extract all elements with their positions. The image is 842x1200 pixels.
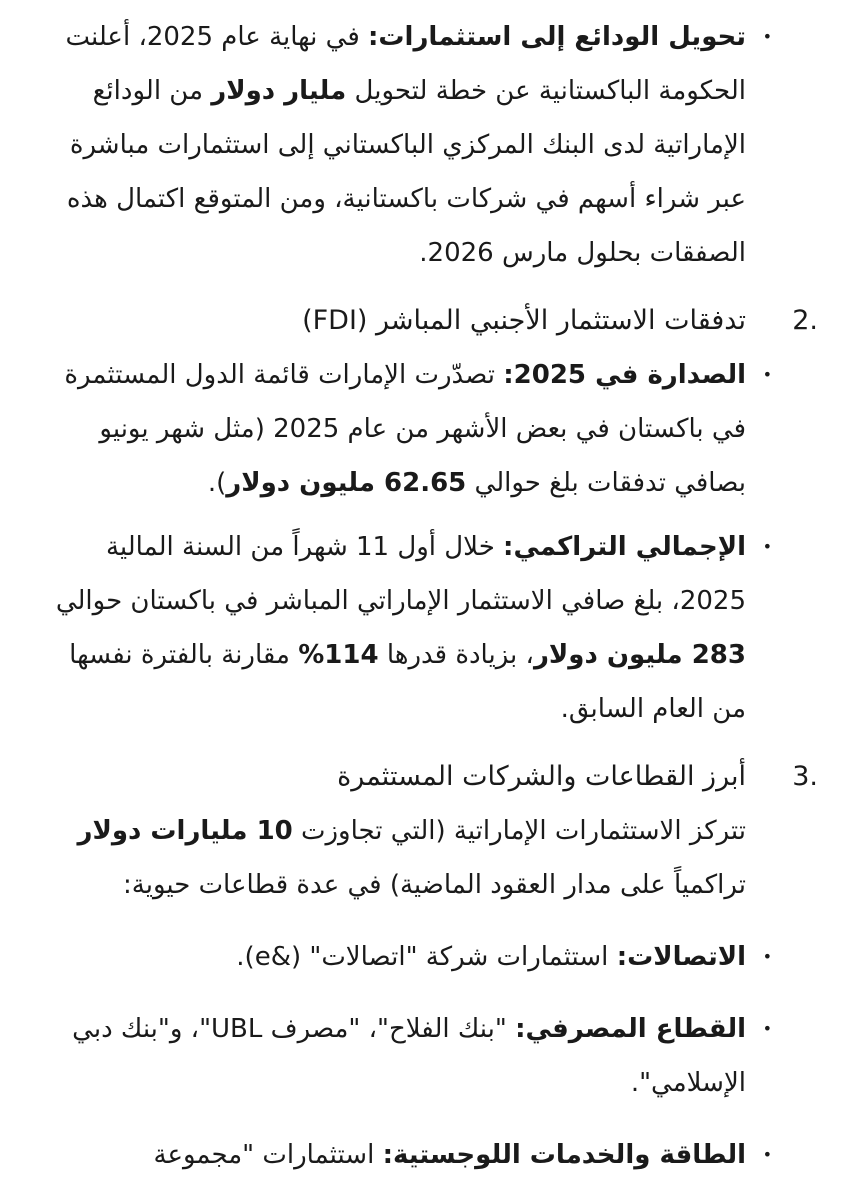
list-item-total (30, 520, 746, 736)
section-number: 3. (792, 761, 818, 792)
item-label: الاتصالات: (616, 942, 746, 972)
item-text: تصدّرت الإمارات قائمة الدول المستثمرة في باكستان في بعض الأشهر من عام 2025 (مثل شهر يونيو بصافي تدفقات بلغ حوالي (64, 360, 746, 498)
item-label: تحويل الودائع إلى استثمارات: (368, 22, 746, 52)
section-title: أبرز القطاعات والشركات المستثمرة (337, 761, 746, 792)
section-title: تدفقات الاستثمار الأجنبي المباشر (FDI) (302, 305, 746, 336)
item-text: ). (207, 468, 227, 498)
section-heading-sectors (30, 750, 818, 804)
item-text: في نهاية عام 2025، أعلنت الحكومة الباكستانية عن خطة لتحويل (65, 22, 746, 106)
section-intro (30, 804, 746, 912)
list-item-banking (30, 1002, 746, 1110)
section-number: 2. (792, 305, 818, 336)
item-label: القطاع المصرفي: (515, 1014, 746, 1044)
item-label: الإجمالي التراكمي: (503, 532, 746, 562)
item-text: استثمارات "مجموعة (153, 1140, 383, 1170)
item-text: استثمارات شركة "اتصالات" (&e). (236, 942, 617, 972)
section-heading-fdi (30, 294, 818, 348)
item-text: خلال أول 11 شهراً من السنة المالية 2025، بلغ صافي الاستثمار الإماراتي المباشر في باكستان حوالي (55, 532, 746, 616)
item-label: الطاقة والخدمات اللوجستية: (382, 1140, 746, 1170)
intro-text: تراكمياً على مدار العقود الماضية) في عدة قطاعات حيوية: (123, 870, 746, 900)
list-item-lead (30, 348, 746, 510)
list-item-telecom (30, 930, 746, 984)
item-label: الصدارة في 2025: (503, 360, 746, 390)
item-bold: 62.65 مليون دولار (226, 468, 467, 498)
item-text: من الودائع الإماراتية لدى البنك المركزي الباكستاني إلى استثمارات مباشرة عبر شراء أسهم في شركات باكستانية، ومن المتوقع اكتمال هذه الصفقات بحلول مارس 2026. (66, 76, 746, 268)
list-item-deposits (30, 10, 746, 280)
intro-text: تتركز الاستثمارات الإماراتية (التي تجاوزت (292, 816, 746, 846)
item-text: ، بزيادة قدرها (378, 640, 534, 670)
item-bold: مليار دولار (211, 76, 347, 106)
intro-bold: 10 مليارات دولار (77, 816, 293, 846)
item-text: "بنك الفلاح"، "مصرف UBL"، و"بنك دبي الإسلامي". (72, 1014, 746, 1098)
item-text: مقارنة بالفترة نفسها من العام السابق. (69, 640, 746, 724)
item-bold: 114% (298, 640, 379, 670)
list-item-energy (30, 1128, 746, 1182)
item-bold: 283 مليون دولار (533, 640, 746, 670)
